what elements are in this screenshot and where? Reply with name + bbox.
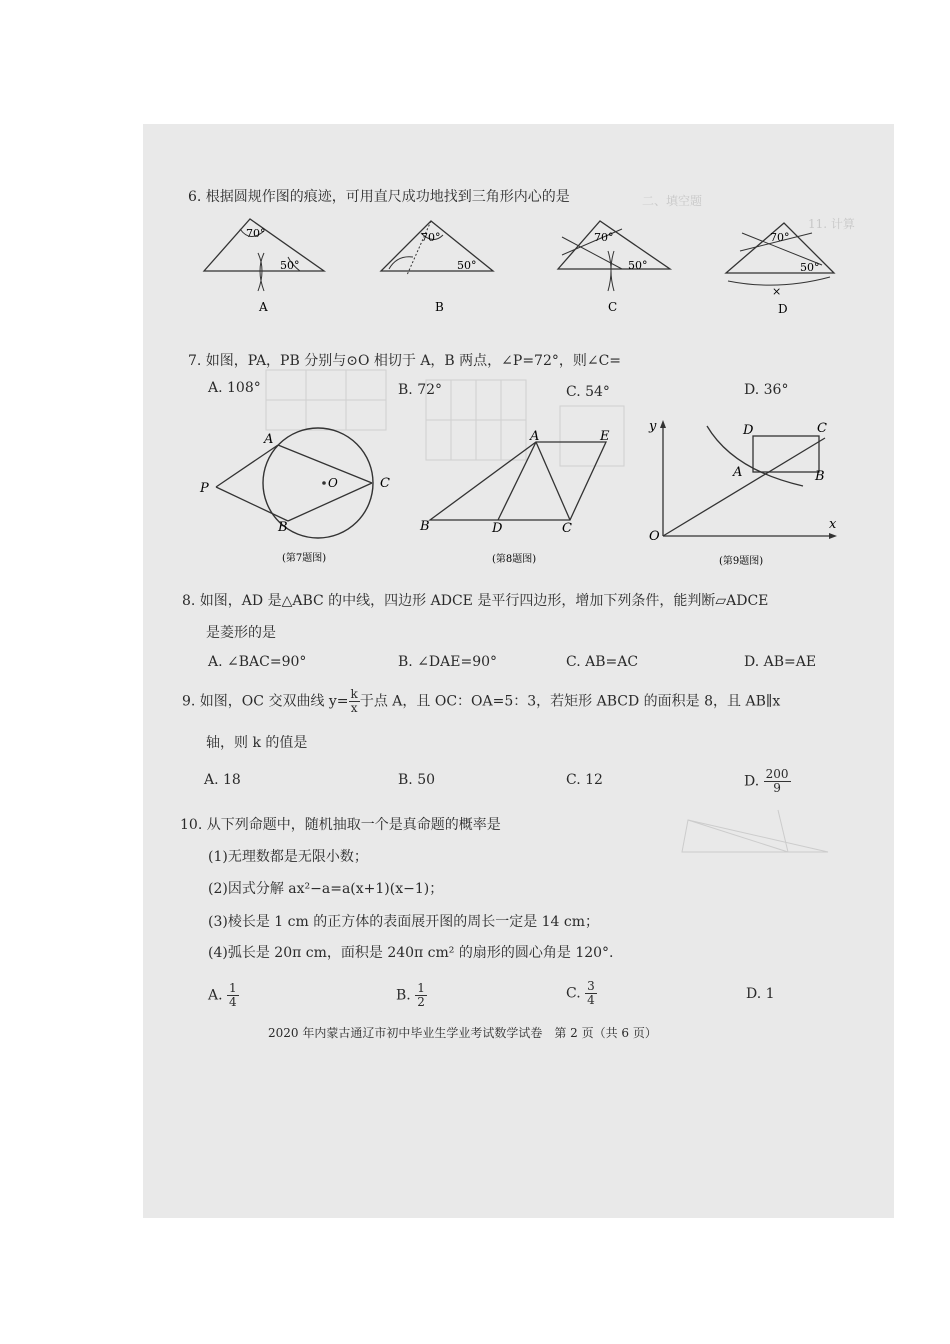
q10-item-3: (3)棱长是 1 cm 的正方体的表面展开图的周长一定是 14 cm； [208, 914, 600, 930]
q9-option-c: C. 12 [566, 772, 603, 788]
q8-caption: (第8题图) [492, 554, 537, 565]
origin-o: O [649, 529, 660, 544]
point-d: D [743, 423, 754, 438]
angle-label-70: 70° [770, 231, 790, 244]
point-d: D [492, 521, 503, 536]
q6-figure-b [377, 215, 507, 315]
q8-text-line1: 8. 如图，AD 是△ABC 的中线，四边形 ADCE 是平行四边形，增加下列条件，能判断▱ADCE [182, 593, 769, 609]
point-o: O [328, 476, 338, 490]
q6-figure-c [552, 215, 682, 315]
q9-option-d-fraction: $\frac{200}{9}$ [765, 767, 789, 795]
point-c: C [562, 521, 572, 536]
point-c: C [380, 476, 390, 491]
point-a: A [264, 432, 274, 447]
q7-option-c: C. 54° [566, 384, 610, 400]
option-label-c: C [608, 300, 618, 314]
q8-option-c: C. AB=AC [566, 654, 639, 670]
q9-text-line1 [182, 688, 780, 715]
q9-caption: (第9题图) [719, 556, 764, 567]
q10-option-d: D. 1 [746, 986, 775, 1002]
axis-x: x [829, 517, 837, 532]
q9-option-a: A. 18 [204, 772, 241, 788]
bleed-through-text: 11. 计算 [808, 217, 855, 231]
svg-text:×: × [772, 285, 782, 298]
q10-item-4: (4)弧长是 20π cm，面积是 240π cm² 的扇形的圆心角是 120°. [208, 945, 614, 961]
point-b: B [420, 519, 430, 534]
point-c: C [817, 421, 827, 436]
angle-label-50: 50° [280, 259, 300, 272]
q7-caption: (第7题图) [282, 553, 327, 564]
q9-option-d: D. $\frac{200}{9}$ [744, 767, 789, 795]
point-e: E [600, 429, 610, 444]
q6-text: 6. 根据圆规作图的痕迹，可用直尺成功地找到三角形内心的是 [188, 189, 570, 205]
q10-item-1: (1)无理数都是无限小数； [208, 849, 368, 865]
q7-option-b: B. 72° [398, 382, 443, 398]
q10-option-a: A. $\frac{1}{4}$ [208, 981, 237, 1009]
angle-label-50: 50° [800, 261, 820, 274]
option-label-d: D [778, 302, 788, 316]
bleed-through-text: 二、填空题 [642, 194, 703, 208]
q8-text-line2: 是菱形的是 [206, 625, 276, 641]
page-footer: 2020 年内蒙古通辽市初中毕业生学业考试数学试卷 第 2 页（共 6 页） [268, 1026, 657, 1040]
q6-figure-a [200, 215, 330, 315]
option-label-a: A [259, 300, 268, 314]
q8-option-d: D. AB=AE [744, 654, 817, 670]
option-label-b: B [435, 300, 444, 314]
q8-figure [420, 430, 620, 565]
point-b: B [815, 469, 825, 484]
angle-label-50: 50° [628, 259, 648, 272]
q7-option-a: A. 108° [208, 380, 261, 396]
point-a: A [530, 429, 540, 444]
point-b: B [278, 520, 288, 535]
axis-y: y [649, 419, 657, 434]
q9-fraction-k-over-x: $\frac{k}{x}$ [350, 687, 358, 715]
point-p: P [200, 481, 209, 496]
q7-figure [200, 425, 410, 565]
q9-text-pre: 9. 如图，OC 交双曲线 y= [182, 693, 349, 710]
q10-text: 10. 从下列命题中，随机抽取一个是真命题的概率是 [180, 817, 501, 833]
q8-option-b: B. ∠DAE=90° [398, 654, 498, 670]
q7-option-d: D. 36° [744, 382, 789, 398]
q8-option-a: A. ∠BAC=90° [208, 654, 307, 670]
angle-label-70: 70° [594, 231, 614, 244]
angle-label-70: 70° [246, 227, 266, 240]
angle-label-70: 70° [421, 231, 441, 244]
q10-item-2: (2)因式分解 ax²−a=a(x+1)(x−1)； [208, 881, 444, 897]
point-a: A [733, 465, 743, 480]
q9-text-line2: 轴，则 k 的值是 [206, 735, 308, 751]
bleed-through-figure [668, 800, 848, 880]
q7-text: 7. 如图，PA，PB 分别与⊙O 相切于 A，B 两点，∠P=72°，则∠C= [188, 353, 622, 369]
q10-option-b: B. $\frac{1}{2}$ [396, 981, 425, 1009]
q10-option-c: C. $\frac{3}{4}$ [566, 979, 595, 1007]
angle-label-50: 50° [457, 259, 477, 272]
q9-text-post: 于点 A，且 OC：OA=5：3，若矩形 ABCD 的面积是 8，且 AB∥x [359, 693, 781, 710]
q6-figure-d [722, 215, 852, 315]
q9-figure [645, 418, 845, 568]
q9-option-b: B. 50 [398, 772, 436, 788]
